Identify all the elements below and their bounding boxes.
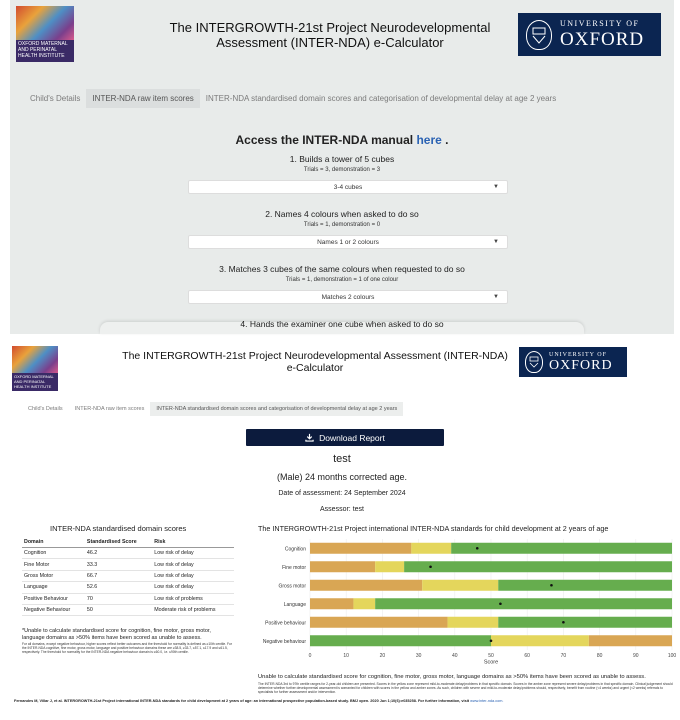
- table-header: Risk: [152, 537, 234, 548]
- tab-childs-details[interactable]: Child's Details: [28, 406, 63, 412]
- category-label: Negative behaviour: [262, 638, 306, 645]
- table-row: Negative Behaviour 50 Moderate risk of problems: [22, 604, 234, 615]
- yellow-zone-bar: [411, 543, 451, 554]
- caret-down-icon: ▼: [493, 294, 499, 300]
- score-marker: [490, 639, 493, 642]
- category-label: Language: [283, 601, 306, 608]
- caret-down-icon: ▼: [493, 239, 499, 245]
- table-row: Fine Motor 33.3 Low risk of delay: [22, 559, 234, 570]
- question-3: 3. Matches 3 cubes of the same colours when requested to do so Trials = 1, demonstration = 1 of one colour: [219, 264, 465, 283]
- manual-heading: Access the INTER-NDA manual here .: [235, 133, 449, 147]
- amber-zone-bar: [310, 598, 353, 609]
- domain-scores-table: [22, 537, 234, 616]
- x-tick-label: 20: [379, 653, 386, 659]
- x-tick-label: 60: [524, 653, 530, 659]
- institute-logo: OXFORD MATERNAL AND PERINATAL HEALTH INSTITUTE: [16, 6, 74, 62]
- standards-chart: [242, 535, 678, 671]
- x-tick-label: 50: [488, 653, 494, 659]
- tab-bar: [22, 402, 403, 416]
- green-zone-bar: [498, 580, 672, 591]
- page-title: The INTERGROWTH-21st Project Neurodevelopmental Assessment (INTER-NDA) e-Calculator: [122, 350, 508, 374]
- chart-note: Unable to calculate standardised score for cognition, fine motor, gross motor, language domains as >50% items have been scored as unable to assess.: [258, 674, 646, 680]
- amber-zone-bar: [310, 617, 448, 628]
- manual-link[interactable]: here: [416, 133, 442, 147]
- assessor: Assessor: test: [320, 506, 364, 513]
- yellow-zone-bar: [375, 561, 404, 572]
- assessment-date: Date of assessment: 24 September 2024: [278, 490, 406, 497]
- chart-fine-print: The INTER-NDA 3rd to 97th centile ranges for 2-year-old children are presented. Scores in the yellow zone represent mild-to-moderate delay/problems in that specific domain. Scores in the amber zone represent severe delay/problems in that specific domain. Clinical judgement should determine whether further developmental assessment is warranted for children with scores in the yellow and amber zones. As such, children with severe and mild-to-moderate delay/problems should, respectively, benefit from routine (<4 weeks) and urgent (<2 weeks) referrals to specialists for further assessment and/or intervention.: [258, 682, 673, 694]
- yellow-zone-bar: [491, 635, 589, 646]
- table-row: Language 52.6 Low risk of delay: [22, 582, 234, 593]
- x-tick-label: 30: [415, 653, 422, 659]
- score-marker: [499, 602, 502, 605]
- green-zone-bar: [451, 543, 672, 554]
- download-report-button[interactable]: Download Report: [246, 429, 444, 446]
- table-header: Domain: [22, 537, 85, 548]
- child-name: test: [333, 453, 351, 465]
- screen-raw-item-scores: [10, 0, 674, 334]
- yellow-zone-bar: [422, 580, 498, 591]
- oxford-crest-icon: [526, 20, 552, 50]
- table-header: Standardised Score: [85, 537, 152, 548]
- table-row: Cognition 46.2 Low risk of delay: [22, 548, 234, 559]
- oxford-logo: UNIVERSITY OF OXFORD: [519, 347, 627, 377]
- caret-down-icon: ▼: [493, 184, 499, 190]
- table-fine-print: For all domains, except negative behaviour, higher scores reflect better outcomes and the threshold for normality is defined as ≥10th centile. For the INTER-NDA cognitive, fine motor, gross motor, language and positive behaviour domains these are ≥38.5, ≥33.7, ≤57.1, ≤17.9 and ≤61.5, respectively. The threshold for normality for the INTER-NDA negative behaviour domain is ≤60.0, i.e. ≤90th centile.: [22, 642, 232, 654]
- domain-table-title: INTER-NDA standardised domain scores: [50, 524, 187, 533]
- question-1: 1. Builds a tower of 5 cubes Trials = 3, demonstration = 3: [289, 154, 395, 173]
- yellow-zone-bar: [448, 617, 499, 628]
- category-label: Cognition: [284, 546, 306, 553]
- category-label: Gross motor: [278, 583, 306, 590]
- question-3-select[interactable]: Matches 2 colours ▼: [188, 290, 508, 304]
- table-row: Gross Motor 66.7 Low risk of delay: [22, 570, 234, 581]
- chart-title: The INTERGROWTH-21st Project international INTER-NDA standards for child development at 2 years of age: [258, 524, 609, 533]
- download-icon: [305, 433, 314, 442]
- green-zone-bar: [404, 561, 672, 572]
- score-marker: [429, 565, 432, 568]
- table-row: Positive Behaviour 70 Low risk of problems: [22, 593, 234, 604]
- x-axis-label: Score: [483, 659, 499, 666]
- tab-raw-item-scores[interactable]: INTER-NDA raw item scores: [74, 406, 145, 412]
- x-tick-label: 90: [633, 653, 639, 659]
- institute-logo: OXFORD MATERNAL AND PERINATAL HEALTH INSTITUTE: [12, 346, 58, 391]
- tab-standardised-scores[interactable]: INTER-NDA standardised domain scores and categorisation of developmental delay at age 2 years: [150, 402, 403, 416]
- screen-standardised-scores: [10, 345, 677, 715]
- category-label: Positive behaviour: [265, 620, 306, 627]
- citation-footer: Fernandes M, Villar J, et al. INTERGROWTH-21st Project international INTER-NDA standards for child development at 2 years of age: an international prospective population-based study. BMJ open. 2020 Jun 1;10(6):e035258. For further information, visit www.inter-nda.com.: [14, 699, 504, 703]
- question-2: 2. Names 4 colours when asked to do so Trials = 1, demonstration = 0: [265, 209, 419, 228]
- question-4: 4. Hands the examiner one cube when asked to do so: [240, 319, 444, 329]
- x-tick-label: 80: [596, 653, 603, 659]
- score-marker: [476, 547, 479, 550]
- tab-bar: [24, 89, 562, 108]
- question-2-select[interactable]: Names 1 or 2 colours ▼: [188, 235, 508, 249]
- oxford-logo: UNIVERSITY OF OXFORD: [518, 13, 661, 56]
- amber-zone-bar: [589, 635, 672, 646]
- amber-zone-bar: [310, 580, 422, 591]
- score-marker: [562, 621, 565, 624]
- yellow-zone-bar: [353, 598, 375, 609]
- tab-raw-item-scores[interactable]: INTER-NDA raw item scores: [86, 89, 199, 108]
- x-tick-label: 40: [452, 653, 458, 659]
- oxford-crest-icon: [525, 351, 543, 373]
- table-note: *Unable to calculate standardised score for cognition, fine motor, gross motor, language domains as >50% items have been scored as unable to assess.: [22, 628, 211, 641]
- score-marker: [550, 584, 553, 587]
- x-tick-label: 10: [343, 653, 349, 659]
- x-tick-label: 0: [308, 653, 312, 659]
- green-zone-bar: [498, 617, 672, 628]
- page-title: The INTERGROWTH-21st Project Neurodevelopmental Assessment (INTER-NDA) e-Calculator: [169, 20, 491, 50]
- question-1-select[interactable]: 3-4 cubes ▼: [188, 180, 508, 194]
- x-tick-label: 70: [560, 653, 567, 659]
- x-tick-label: 100: [667, 653, 677, 659]
- website-link[interactable]: www.inter-nda.com.: [470, 699, 504, 703]
- green-zone-bar: [375, 598, 672, 609]
- tab-standardised-scores[interactable]: INTER-NDA standardised domain scores and categorisation of developmental delay at age 2 years: [205, 94, 557, 103]
- tab-childs-details[interactable]: Child's Details: [30, 94, 81, 103]
- amber-zone-bar: [310, 561, 375, 572]
- green-zone-bar: [310, 635, 491, 646]
- age-line: (Male) 24 months corrected age.: [276, 472, 408, 482]
- category-label: Fine motor: [282, 564, 306, 571]
- amber-zone-bar: [310, 543, 411, 554]
